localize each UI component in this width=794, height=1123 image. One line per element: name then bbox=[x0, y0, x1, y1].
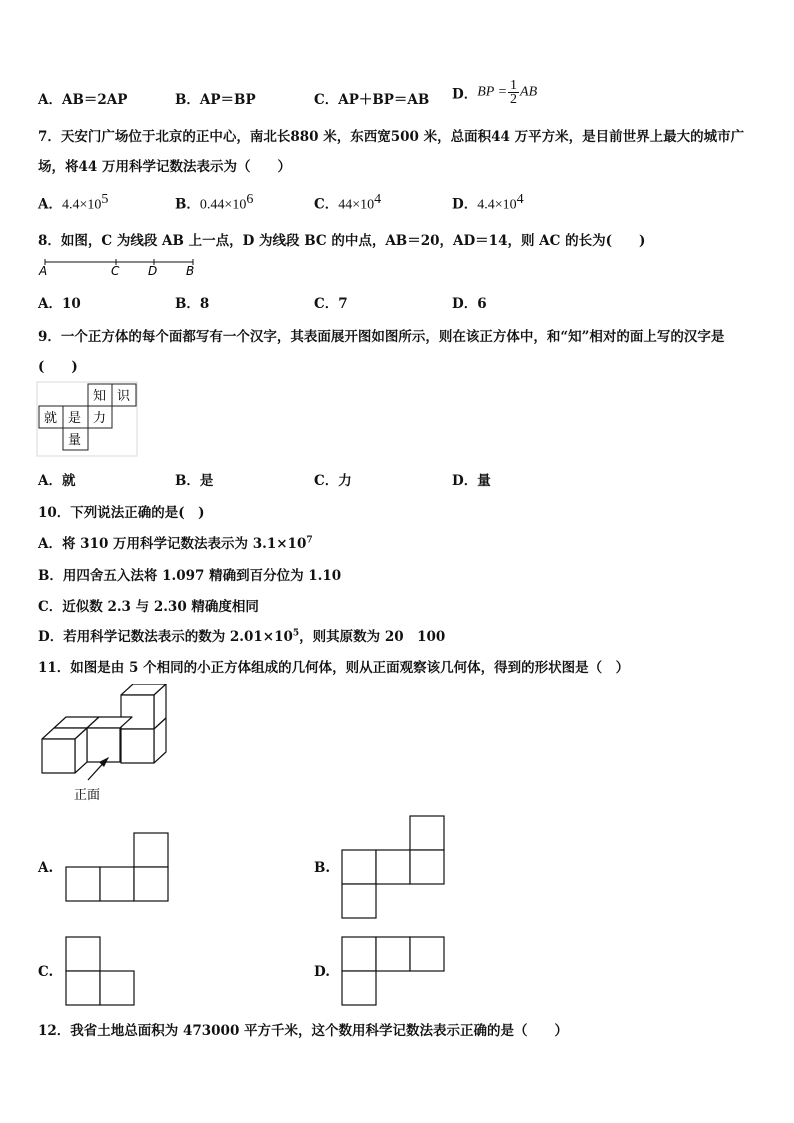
q7-option-b-exponent: 6 bbox=[246, 192, 254, 207]
grid-square bbox=[342, 850, 376, 884]
q7-stem-line1: 7．天安门广场位于北京的正中心，南北长880 米，东西宽500 米，总面积44 万平方米，是目前世界上最大的城市广 bbox=[38, 129, 745, 145]
grid-square bbox=[100, 867, 134, 901]
net-char-shi2: 是 bbox=[68, 411, 82, 426]
q6-option-d-fraction bbox=[508, 79, 519, 106]
q9-cube-net bbox=[36, 381, 140, 457]
point-label-c: C bbox=[111, 264, 120, 278]
cube-face bbox=[121, 695, 154, 729]
q8-segment-figure bbox=[36, 256, 206, 280]
grid-square bbox=[342, 884, 376, 918]
q7-option-c-exponent: 4 bbox=[374, 192, 382, 207]
point-label-d: D bbox=[148, 264, 158, 278]
q7-option-a-label: A． bbox=[38, 196, 62, 213]
q11-option-a[interactable]: A. bbox=[38, 860, 54, 876]
q10-stem: 10．下列说法正确的是( ) bbox=[38, 505, 205, 521]
q7-option-c[interactable] bbox=[314, 192, 381, 214]
q8-option-b[interactable]: B．8 bbox=[175, 296, 210, 312]
grid-square bbox=[342, 971, 376, 1005]
q7-option-a[interactable] bbox=[38, 192, 108, 214]
q7-stem-line2: 场，将44 万用科学记数法表示为（ ） bbox=[38, 159, 291, 175]
cube-face bbox=[42, 739, 75, 773]
q11-option-c[interactable]: C. bbox=[38, 964, 54, 980]
q7-option-b-label: B． bbox=[175, 196, 200, 213]
q10-option-c[interactable]: C．近似数 2.3 与 2.30 精确度相同 bbox=[38, 599, 259, 615]
grid-square bbox=[134, 867, 168, 901]
q7-option-c-value: 44×10 bbox=[338, 197, 375, 213]
q6-option-a[interactable]: A．AB＝2AP bbox=[38, 92, 128, 108]
q7-option-a-value: 4.4×10 bbox=[61, 197, 102, 213]
q10-option-d[interactable] bbox=[38, 625, 445, 645]
q10-option-d-text: D．若用科学记数法表示的数为 2.01×10 bbox=[38, 629, 293, 645]
grid-square bbox=[134, 833, 168, 867]
q6-option-d[interactable] bbox=[452, 79, 537, 106]
q9-stem-line1: 9．一个正方体的每个面都写有一个汉字，其表面展开图如图所示，则在该正方体中，和“知”相对的面上写的汉字是 bbox=[38, 329, 725, 345]
net-char-jiu: 就 bbox=[44, 411, 58, 426]
q6-option-d-lhs: BP = bbox=[477, 84, 508, 100]
cube-face bbox=[121, 729, 154, 763]
grid-square bbox=[410, 816, 444, 850]
point-label-a: A bbox=[39, 264, 48, 278]
q7-option-b[interactable] bbox=[175, 192, 253, 214]
cube-face bbox=[87, 728, 120, 762]
q7-option-d-label: D． bbox=[452, 196, 478, 213]
q11-option-d[interactable]: D. bbox=[314, 964, 330, 980]
q11-option-b[interactable]: B. bbox=[314, 860, 331, 876]
net-char-shi: 识 bbox=[117, 389, 131, 404]
q8-option-a[interactable]: A．10 bbox=[38, 296, 81, 312]
q11-option-a-shape[interactable] bbox=[64, 832, 170, 902]
point-label-b: B bbox=[186, 264, 195, 278]
q8-option-c[interactable]: C．7 bbox=[314, 296, 348, 312]
q11-option-b-shape[interactable] bbox=[340, 815, 446, 919]
q6-option-d-rhs: AB bbox=[520, 84, 538, 100]
q10-option-b[interactable]: B．用四舍五入法将 1.097 精确到百分位为 1.10 bbox=[38, 568, 342, 584]
q9-option-d[interactable]: D．量 bbox=[452, 473, 491, 489]
q10-option-a-text: A．将 310 万用科学记数法表示为 3.1×10 bbox=[38, 536, 307, 552]
fraction-numerator: 1 bbox=[510, 78, 518, 93]
q6-option-b[interactable]: B．AP＝BP bbox=[175, 92, 256, 108]
q11-option-d-shape[interactable] bbox=[340, 936, 446, 1006]
grid-square bbox=[342, 937, 376, 971]
q10-option-d-tail: ，则其原数为 20 100 bbox=[299, 629, 446, 645]
net-char-liang: 量 bbox=[68, 433, 82, 448]
q8-stem: 8．如图，C 为线段 AB 上一点，D 为线段 BC 的中点，AB＝20，AD＝14，则 AC 的长为( ) bbox=[38, 233, 646, 249]
q9-stem-line2: ( ) bbox=[38, 359, 78, 375]
q6-option-c[interactable]: C．AP＋BP＝AB bbox=[314, 92, 430, 108]
q7-option-d[interactable] bbox=[452, 192, 524, 214]
q12-stem: 12．我省土地总面积为 473000 平方千米，这个数用科学记数法表示正确的是（ ） bbox=[38, 1023, 569, 1039]
grid-square bbox=[376, 850, 410, 884]
grid-square bbox=[410, 850, 444, 884]
q6-option-d-label: D． bbox=[452, 86, 478, 103]
grid-square bbox=[410, 937, 444, 971]
q11-option-c-shape[interactable] bbox=[64, 936, 136, 1006]
q9-option-b[interactable]: B．是 bbox=[175, 473, 214, 489]
q10-option-a-exponent: 7 bbox=[306, 535, 313, 546]
net-char-zhi: 知 bbox=[93, 389, 107, 404]
grid-square bbox=[100, 971, 134, 1005]
q10-option-d-exponent: 5 bbox=[292, 628, 300, 639]
q7-option-b-value: 0.44×10 bbox=[199, 197, 247, 213]
grid-square bbox=[66, 937, 100, 971]
q7-option-a-exponent: 5 bbox=[101, 192, 109, 207]
grid-square bbox=[376, 937, 410, 971]
fraction-denominator: 2 bbox=[510, 92, 518, 107]
q9-option-a[interactable]: A．就 bbox=[38, 473, 76, 489]
q8-option-d[interactable]: D．6 bbox=[452, 296, 487, 312]
q11-stem: 11．如图是由 5 个相同的小正方体组成的几何体，则从正面观察该几何体，得到的形状图是（ ） bbox=[38, 660, 630, 676]
front-view-label: 正面 bbox=[74, 788, 101, 803]
q7-option-d-value: 4.4×10 bbox=[477, 197, 517, 213]
q7-option-c-label: C． bbox=[314, 196, 339, 213]
q11-solid-figure bbox=[36, 684, 176, 806]
grid-square bbox=[66, 867, 100, 901]
net-char-li: 力 bbox=[93, 411, 107, 426]
q9-option-c[interactable]: C．力 bbox=[314, 473, 352, 489]
q7-option-d-exponent: 4 bbox=[516, 192, 524, 207]
grid-square bbox=[66, 971, 100, 1005]
q10-option-a[interactable] bbox=[38, 532, 313, 552]
